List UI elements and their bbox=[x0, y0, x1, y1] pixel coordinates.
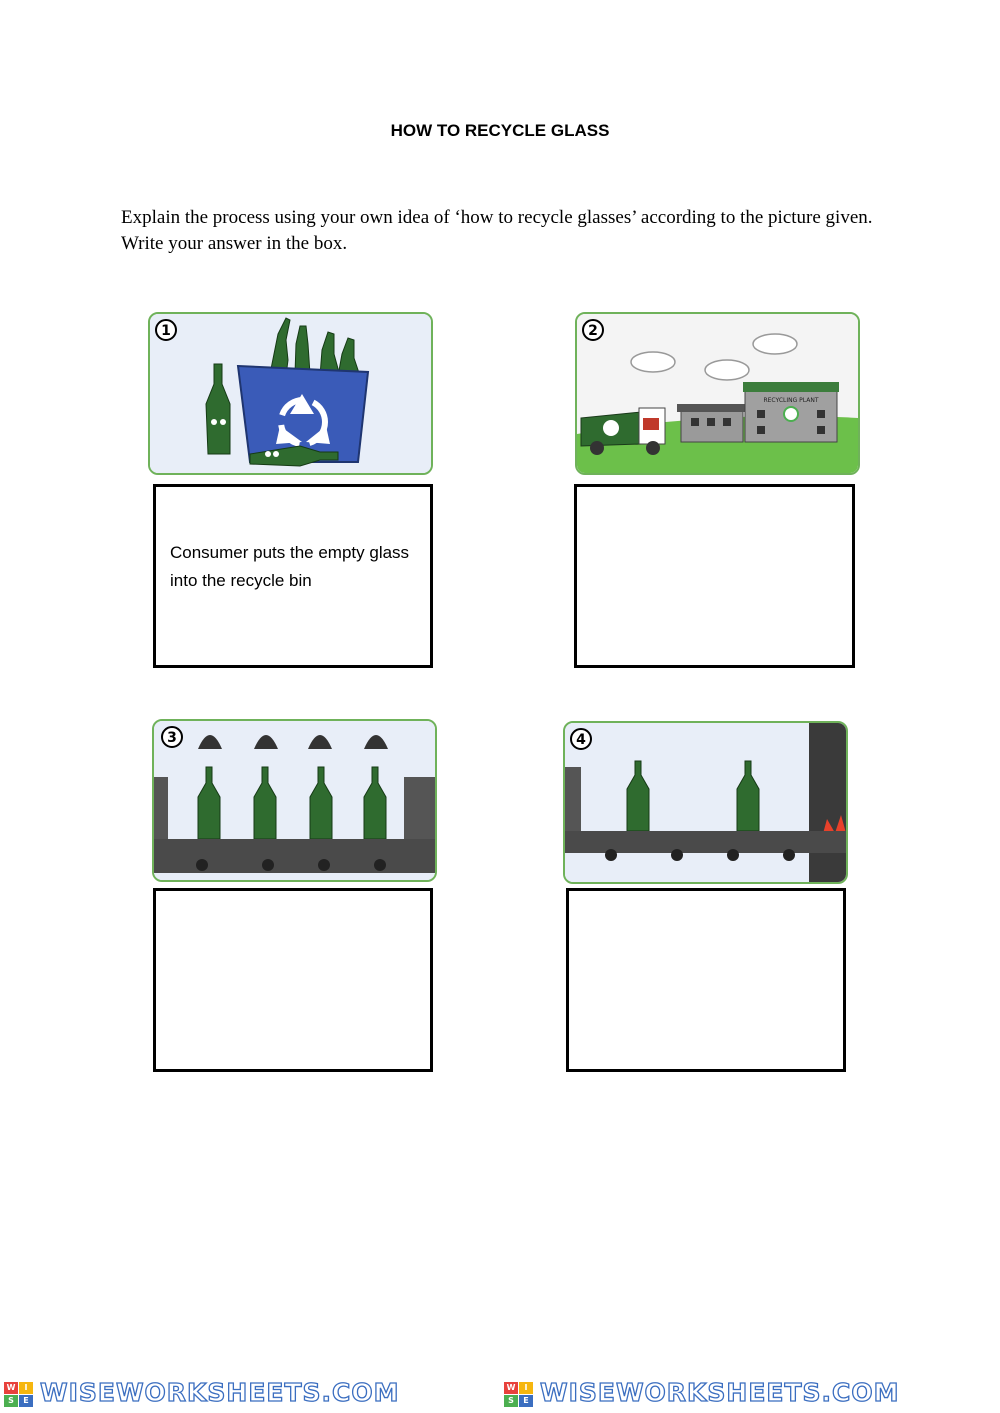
instructions: Explain the process using your own idea of ‘how to recycle glasses’ according to the picture given. Write your answer in the box. bbox=[121, 207, 873, 254]
answer-box-2[interactable] bbox=[574, 484, 855, 668]
plant-sign: RECYCLING PLANT bbox=[763, 397, 819, 404]
step-number: 1 bbox=[161, 323, 171, 339]
answer-box-1[interactable] bbox=[153, 484, 433, 668]
step-4-illustration bbox=[563, 721, 848, 884]
step-number: 4 bbox=[576, 732, 586, 748]
answer-box-3[interactable] bbox=[153, 888, 433, 1072]
step-1-illustration bbox=[148, 312, 433, 475]
step-number: 3 bbox=[167, 730, 177, 746]
brand-text: WISEWORKSHEETS.COM bbox=[540, 1378, 900, 1407]
brand-logo-icon: W I S E bbox=[504, 1382, 534, 1408]
brand-text: WISEWORKSHEETS.COM bbox=[40, 1378, 400, 1407]
footer-watermark bbox=[0, 1378, 1000, 1413]
brand-logo-icon: W I S E bbox=[4, 1382, 34, 1408]
step-2-illustration bbox=[575, 312, 860, 475]
answer-text[interactable]: Consumer puts the empty glass into the recycle bin bbox=[170, 543, 410, 590]
answer-box-4[interactable] bbox=[566, 888, 846, 1072]
step-3-illustration bbox=[152, 719, 437, 882]
step-number: 2 bbox=[588, 323, 598, 339]
worksheet-title: HOW TO RECYCLE GLASS bbox=[390, 121, 610, 140]
